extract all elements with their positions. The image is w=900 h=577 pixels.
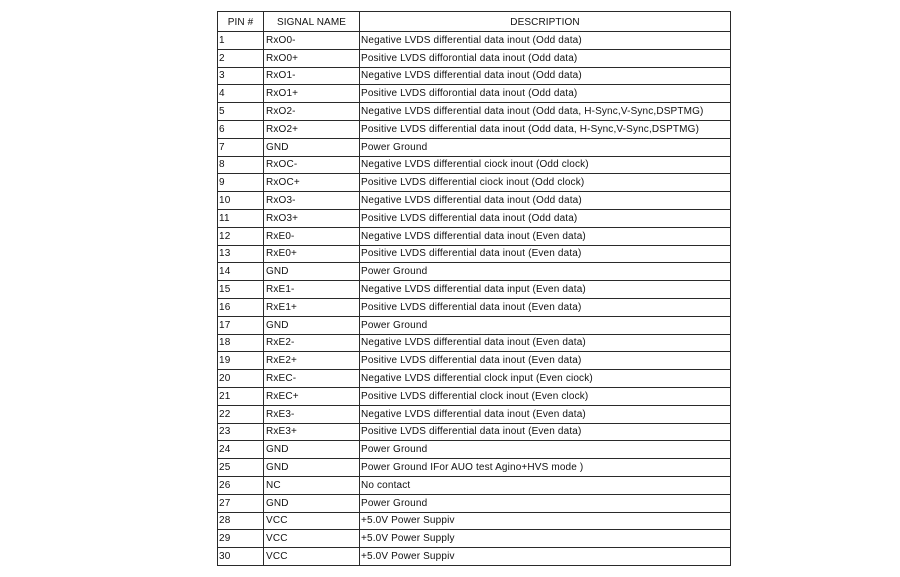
pin-number-cell: 30 — [218, 548, 264, 566]
pin-number-cell: 21 — [218, 387, 264, 405]
table-row — [218, 263, 731, 281]
table-row — [218, 227, 731, 245]
table-row — [218, 334, 731, 352]
pin-number-cell: 2 — [218, 49, 264, 67]
signal-name-cell: RxO1- — [264, 67, 360, 85]
description-cell: Positive LVDS differential data inout (Even data) — [360, 352, 731, 370]
table-row — [218, 316, 731, 334]
description-cell: Positive LVDS difforontial data inout (Odd data) — [360, 85, 731, 103]
signal-name-cell: RxOC+ — [264, 174, 360, 192]
signal-name-cell: RxO0- — [264, 32, 360, 50]
description-cell: Negative LVDS differential data input (Even data) — [360, 281, 731, 299]
signal-name-cell: RxE3+ — [264, 423, 360, 441]
description-cell: +5.0V Power Suppiv — [360, 512, 731, 530]
table-row — [218, 441, 731, 459]
pin-table-body — [218, 32, 731, 566]
description-cell: No contact — [360, 476, 731, 494]
signal-name-cell: GND — [264, 263, 360, 281]
pin-number-cell: 27 — [218, 494, 264, 512]
signal-name-cell: NC — [264, 476, 360, 494]
description-header: DESCRIPTION — [360, 12, 731, 32]
signal-name-cell: VCC — [264, 548, 360, 566]
table-row — [218, 423, 731, 441]
pin-number-cell: 29 — [218, 530, 264, 548]
pin-number-cell: 19 — [218, 352, 264, 370]
signal-name-cell: RxE0- — [264, 227, 360, 245]
signal-name-cell: RxO2- — [264, 103, 360, 121]
table-header-row — [218, 12, 731, 32]
table-row — [218, 352, 731, 370]
pin-number-cell: 23 — [218, 423, 264, 441]
description-cell: Positive LVDS differential clock inout (Even clock) — [360, 387, 731, 405]
signal-name-cell: RxOC- — [264, 156, 360, 174]
pin-number-cell: 7 — [218, 138, 264, 156]
signal-name-cell: RxO2+ — [264, 120, 360, 138]
table-row — [218, 387, 731, 405]
table-row — [218, 192, 731, 210]
pin-number-cell: 14 — [218, 263, 264, 281]
pin-assignment-table — [217, 11, 731, 566]
table-row — [218, 67, 731, 85]
signal-name-cell: RxE1+ — [264, 298, 360, 316]
signal-name-cell: RxO3- — [264, 192, 360, 210]
table-row — [218, 120, 731, 138]
signal-name-cell: RxE3- — [264, 405, 360, 423]
signal-name-cell: GND — [264, 494, 360, 512]
table-row — [218, 281, 731, 299]
table-row — [218, 156, 731, 174]
description-cell: Power Ground — [360, 263, 731, 281]
table-row — [218, 85, 731, 103]
signal-name-cell: RxE0+ — [264, 245, 360, 263]
table-row — [218, 174, 731, 192]
signal-name-cell: GND — [264, 138, 360, 156]
pin-number-cell: 25 — [218, 459, 264, 477]
description-cell: Negative LVDS differential data inout (Even data) — [360, 334, 731, 352]
pin-number-cell: 28 — [218, 512, 264, 530]
description-cell: Negative LVDS differential data inout (Odd data) — [360, 192, 731, 210]
pin-number-cell: 15 — [218, 281, 264, 299]
table-row — [218, 209, 731, 227]
pin-number-cell: 6 — [218, 120, 264, 138]
description-cell: Negative LVDS differential data inout (Odd data, H-Sync,V-Sync,DSPTMG) — [360, 103, 731, 121]
signal-name-cell: GND — [264, 316, 360, 334]
description-cell: Positive LVDS differential data inout (Even data) — [360, 298, 731, 316]
pin-number-cell: 16 — [218, 298, 264, 316]
description-cell: Power Ground — [360, 494, 731, 512]
table-row — [218, 245, 731, 263]
signal-name-cell: RxO1+ — [264, 85, 360, 103]
pin-number-cell: 24 — [218, 441, 264, 459]
pin-number-cell: 10 — [218, 192, 264, 210]
pin-number-cell: 1 — [218, 32, 264, 50]
description-cell: Positive LVDS differential data inout (Even data) — [360, 245, 731, 263]
pin-number-cell: 17 — [218, 316, 264, 334]
signal-name-cell: RxO3+ — [264, 209, 360, 227]
table-row — [218, 459, 731, 477]
description-cell: +5.0V Power Supply — [360, 530, 731, 548]
signal-name-cell: RxE2- — [264, 334, 360, 352]
table-row — [218, 405, 731, 423]
pin-number-cell: 4 — [218, 85, 264, 103]
table-row — [218, 494, 731, 512]
description-cell: Negative LVDS differential clock input (Even ciock) — [360, 370, 731, 388]
description-cell: Negative LVDS differential data inout (Odd data) — [360, 32, 731, 50]
pin-assignment-document — [217, 11, 731, 566]
description-cell: Power Ground — [360, 138, 731, 156]
description-cell: Positive LVDS differential data inout (Even data) — [360, 423, 731, 441]
signal-name-cell: RxO0+ — [264, 49, 360, 67]
description-cell: Negative LVDS differential data inout (Even data) — [360, 227, 731, 245]
pin-number-cell: 9 — [218, 174, 264, 192]
pin-number-cell: 3 — [218, 67, 264, 85]
table-row — [218, 476, 731, 494]
description-cell: Negative LVDS differential ciock inout (Odd clock) — [360, 156, 731, 174]
pin-number-cell: 8 — [218, 156, 264, 174]
pin-number-cell: 22 — [218, 405, 264, 423]
table-row — [218, 370, 731, 388]
pin-number-cell: 5 — [218, 103, 264, 121]
table-row — [218, 530, 731, 548]
description-cell: Power Ground IFor AUO test Agino+HVS mode ) — [360, 459, 731, 477]
description-cell: +5.0V Power Suppiv — [360, 548, 731, 566]
signal-name-cell: GND — [264, 459, 360, 477]
pin-number-cell: 26 — [218, 476, 264, 494]
table-row — [218, 49, 731, 67]
description-cell: Positive LVDS difforontial data inout (Odd data) — [360, 49, 731, 67]
pin-number-header: PIN # — [218, 12, 264, 32]
pin-number-cell: 20 — [218, 370, 264, 388]
table-row — [218, 103, 731, 121]
description-cell: Negative LVDS differential data inout (Odd data) — [360, 67, 731, 85]
signal-name-cell: GND — [264, 441, 360, 459]
description-cell: Negative LVDS differential data inout (Even data) — [360, 405, 731, 423]
table-row — [218, 548, 731, 566]
page-crop-edge — [0, 566, 900, 577]
signal-name-cell: VCC — [264, 530, 360, 548]
signal-name-cell: RxE2+ — [264, 352, 360, 370]
description-cell: Power Ground — [360, 316, 731, 334]
pin-number-cell: 18 — [218, 334, 264, 352]
table-row — [218, 32, 731, 50]
description-cell: Positive LVDS differential data inout (Odd data) — [360, 209, 731, 227]
table-row — [218, 138, 731, 156]
signal-name-cell: VCC — [264, 512, 360, 530]
signal-name-cell: RxEC- — [264, 370, 360, 388]
pin-number-cell: 12 — [218, 227, 264, 245]
pin-number-cell: 11 — [218, 209, 264, 227]
table-row — [218, 298, 731, 316]
signal-name-cell: RxE1- — [264, 281, 360, 299]
pin-number-cell: 13 — [218, 245, 264, 263]
description-cell: Power Ground — [360, 441, 731, 459]
table-row — [218, 512, 731, 530]
signal-name-header: SIGNAL NAME — [264, 12, 360, 32]
description-cell: Positive LVDS differential data inout (Odd data, H-Sync,V-Sync,DSPTMG) — [360, 120, 731, 138]
signal-name-cell: RxEC+ — [264, 387, 360, 405]
description-cell: Positive LVDS differential ciock inout (Odd clock) — [360, 174, 731, 192]
